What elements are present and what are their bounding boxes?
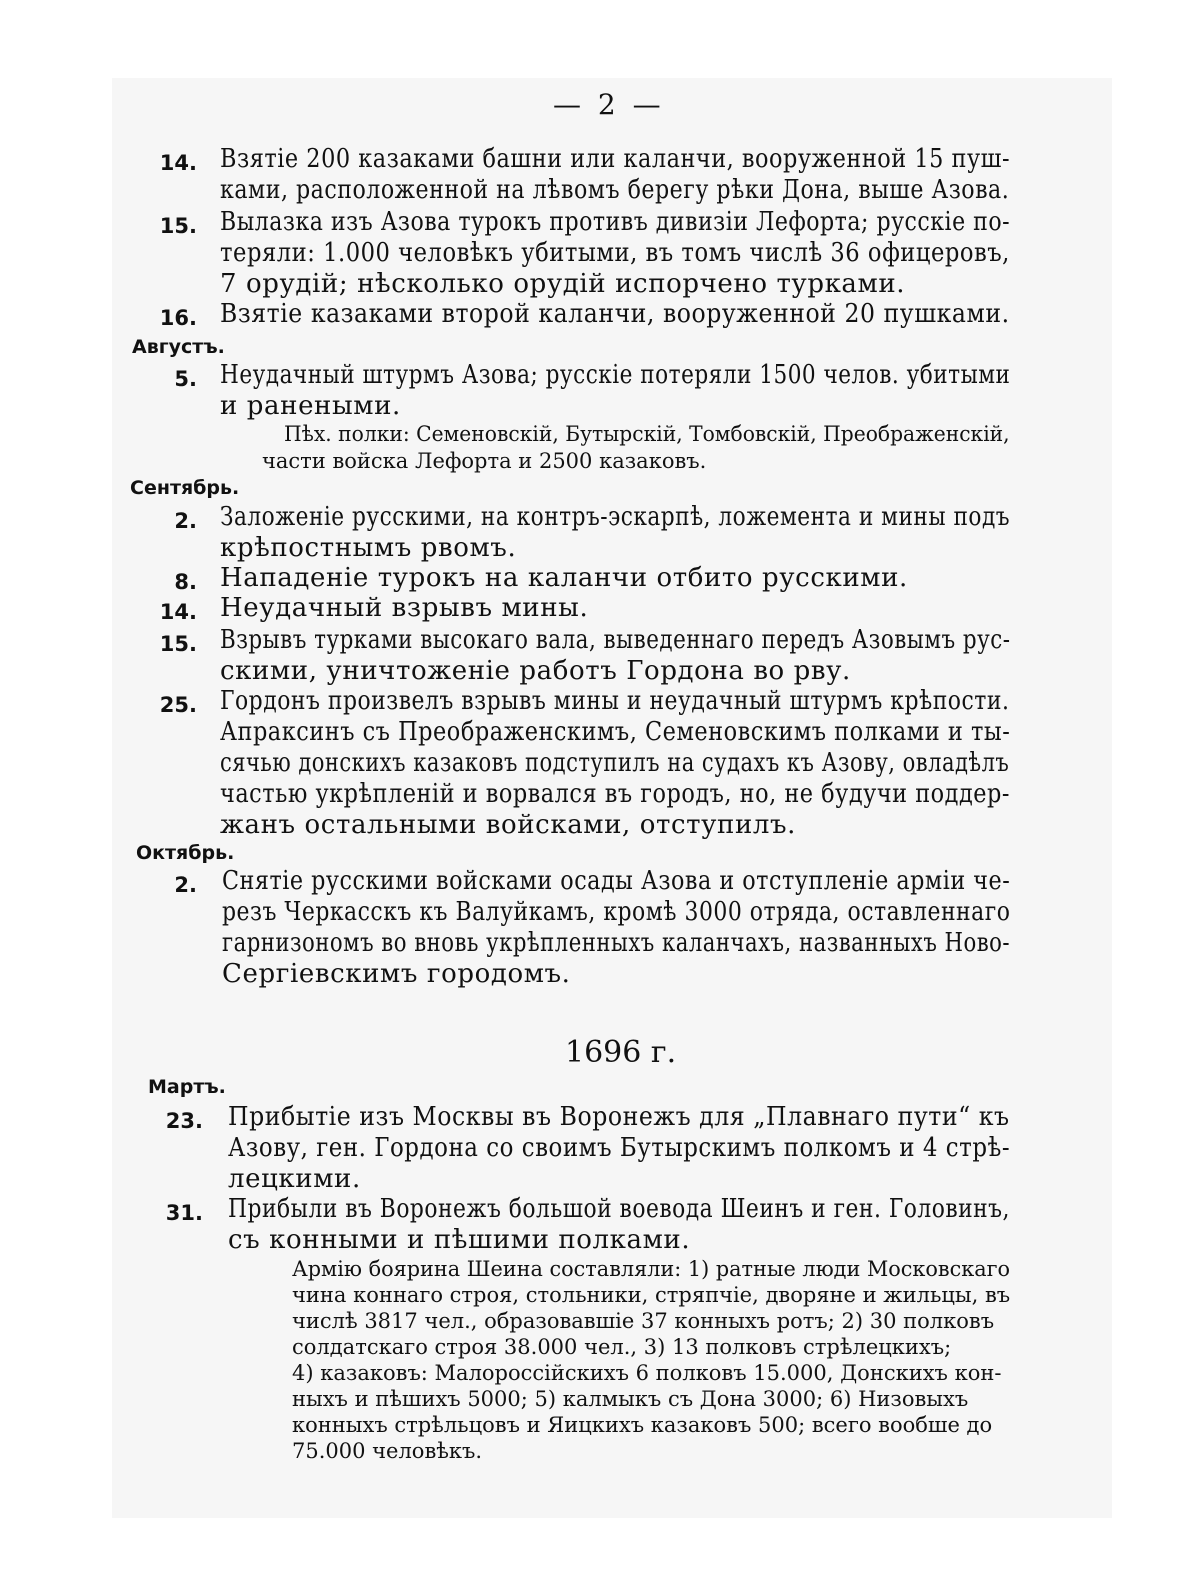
footnote-line: Пѣх. полки: Семеновскій, Бутырскій, Томбовскій, Преображенскій, [284, 422, 1010, 446]
entry-line: ками, расположенной на лѣвомъ берегу рѣки Дона, выше Азова. [220, 175, 1010, 205]
page-number-header: — 2 — [553, 88, 665, 121]
footnote-line: числѣ 3817 чел., образовавшіе 37 конныхъ ротъ; 2) 30 полковъ [292, 1309, 995, 1333]
entry-line: Нападеніе турокъ на каланчи отбито русскими. [220, 563, 908, 593]
footnote-line: ныхъ и пѣшихъ 5000; 5) калмыкъ съ Дона 3000; 6) Низовыхъ [292, 1387, 969, 1411]
entry-line: теряли: 1.000 человѣкъ убитыми, въ томъ числѣ 36 офицеровъ, [220, 238, 1010, 268]
entry-day: 14. [159, 151, 197, 175]
entry-day: 15. [159, 214, 197, 238]
entry-day: 2. [174, 509, 197, 533]
entry-line: крѣпостнымъ рвомъ. [220, 533, 517, 563]
entry-line: Снятіе русскими войсками осады Азова и отступленіе арміи че- [222, 866, 1011, 896]
year-heading: 1696 г. [565, 1035, 677, 1070]
month-heading-august: Августъ. [132, 336, 225, 358]
footnote-line: солдатскаго строя 38.000 чел., 3) 13 полковъ стрѣлецкихъ; [292, 1335, 952, 1359]
entry-day: 8. [174, 570, 197, 594]
entry-day: 15. [159, 632, 197, 656]
entry-line: Неудачный взрывъ мины. [220, 593, 589, 623]
entry-line: съ конными и пѣшими полками. [228, 1225, 691, 1255]
month-heading-september: Сентябрь. [130, 477, 240, 499]
entry-line: Вылазка изъ Азова турокъ противъ дивизіи Лефорта; русскіе по- [220, 207, 1011, 237]
entry-line: сячью донскихъ казаковъ подступилъ на судахъ къ Азову, овладѣлъ [220, 748, 1010, 778]
entry-line: лецкими. [228, 1164, 361, 1194]
footnote-line: Армію боярина Шеина составляли: 1) ратные люди Московскаго [292, 1257, 1011, 1281]
entry-line: и ранеными. [220, 391, 401, 421]
entry-day: 16. [159, 306, 197, 330]
entry-line: Сергіевскимъ городомъ. [222, 959, 571, 989]
entry-line: Взятіе казаками второй каланчи, вооруженной 20 пушками. [220, 299, 1010, 329]
entry-line: скими, уничтоженіе работъ Гордона во рву. [220, 656, 851, 686]
entry-line: Азову, ген. Гордона со своимъ Бутырскимъ полкомъ и 4 стрѣ- [228, 1133, 1011, 1163]
entry-line: гарнизономъ во вновь укрѣпленныхъ каланчахъ, названныхъ Ново- [222, 928, 1011, 958]
entry-day: 23. [165, 1109, 203, 1133]
entry-line: Прибыли въ Воронежъ большой воевода Шеинъ и ген. Головинъ, [228, 1194, 1010, 1224]
footnote-line: 4) казаковъ: Малороссійскихъ 6 полковъ 15.000, Донскихъ кон- [292, 1361, 1002, 1385]
entry-line: Неудачный штурмъ Азова; русскіе потеряли 1500 челов. убитыми [220, 360, 1011, 390]
entry-line: жанъ остальными войсками, отступилъ. [220, 810, 797, 840]
entry-line: резъ Черкасскъ къ Валуйкамъ, кромѣ 3000 отряда, оставленнаго [222, 897, 1011, 927]
entry-day: 5. [174, 367, 197, 391]
entry-day: 14. [159, 600, 197, 624]
entry-line: Гордонъ произвелъ взрывъ мины и неудачный штурмъ крѣпости. [220, 686, 1010, 716]
entry-day: 25. [159, 693, 197, 717]
entry-line: Апраксинъ съ Преображенскимъ, Семеновскимъ полками и ты- [220, 717, 1011, 747]
entry-day: 31. [165, 1201, 203, 1225]
entry-line: Заложеніе русскими, на контръ-эскарпѣ, ложемента и мины подъ [220, 502, 1011, 532]
footnote-line: чина коннаго строя, стольники, стряпчіе, дворяне и жильцы, въ [292, 1283, 1011, 1307]
entry-day: 2. [174, 873, 197, 897]
footnote-line: части войска Лефорта и 2500 казаковъ. [262, 449, 707, 473]
month-heading-october: Октябрь. [136, 842, 235, 864]
entry-line: Взрывъ турками высокаго вала, выведеннаго передъ Азовымъ рус- [220, 625, 1011, 655]
footnote-line: 75.000 человѣкъ. [292, 1439, 483, 1463]
entry-line: Взятіе 200 казаками башни или каланчи, вооруженной 15 пуш- [220, 144, 1011, 174]
entry-line: Прибытіе изъ Москвы въ Воронежъ для „Плавнаго пути“ къ [228, 1102, 1010, 1132]
entry-line: частью укрѣпленій и ворвался въ городъ, но, не будучи поддер- [220, 779, 1010, 809]
footnote-line: конныхъ стрѣльцовъ и Яицкихъ казаковъ 500; всего вообше до [292, 1413, 993, 1437]
month-heading-march: Мартъ. [148, 1076, 226, 1098]
entry-line: 7 орудій; нѣсколько орудій испорчено турками. [220, 269, 906, 299]
